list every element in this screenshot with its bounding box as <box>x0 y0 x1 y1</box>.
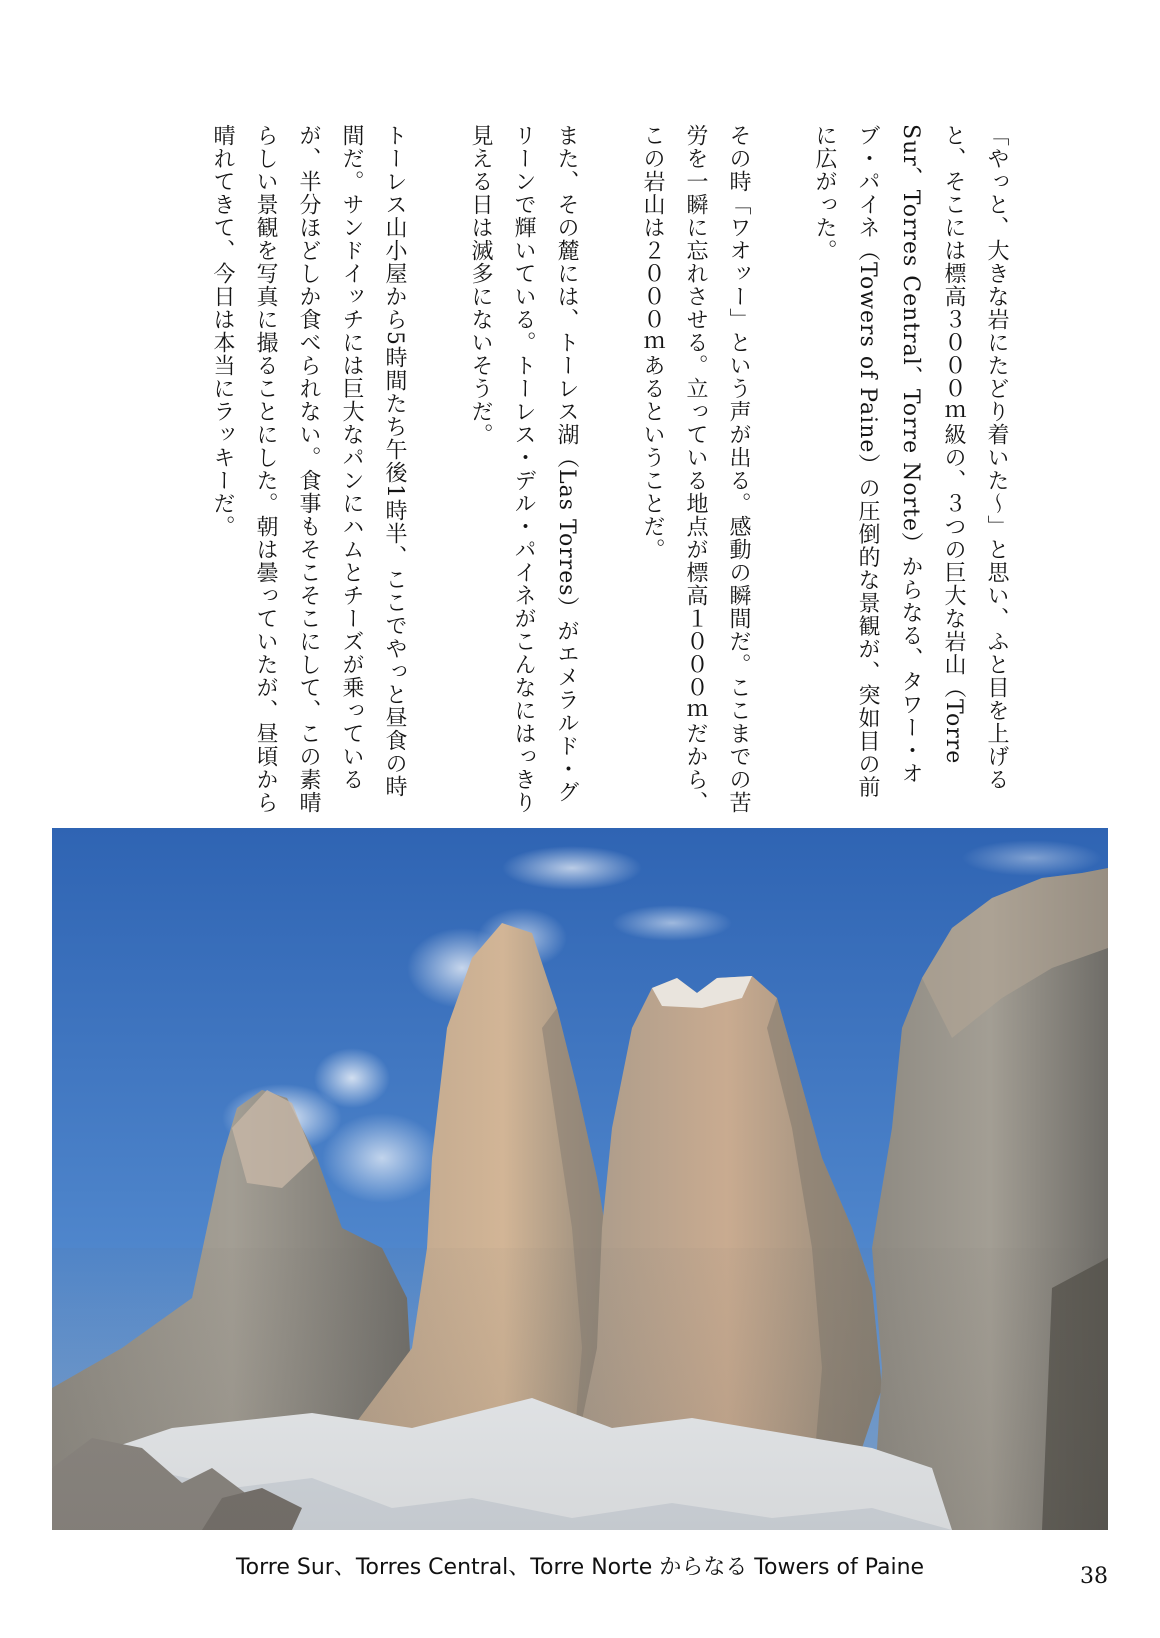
vertical-body-text <box>210 124 1018 814</box>
paragraph-2: その時「ワオッー」という声が出る。感動の瞬間だ。ここまでの苦労を一瞬に忘れさせる。立っている地点が標高１０００ｍだから、この岩山は２０００ｍあるということだ。 <box>640 124 751 814</box>
mountain-peaks-photo <box>52 828 1108 1530</box>
page-number: 38 <box>1080 1564 1108 1589</box>
paragraph-4: トーレス山小屋から5時間たち午後1時半、ここでやっと昼食の時間だ。サンドイッチには巨大なパンにハムとチーズが乗っているが、半分ほどしか食べられない。食事もそこそこにして、この素晴らしい景観を写真に撮ることにした。朝は曇っていたが、昼頃から晴れてきて、今日は本当にラッキーだ。 <box>210 124 407 814</box>
paragraph-3: また、その麓には、トーレス湖（Las Torres）がエメラルド・グリーンで輝いている。トーレス・デル・パイネがこんなにはっきり見える日は滅多にないそうだ。 <box>468 124 579 814</box>
photo-caption: Torre Sur、Torres Central、Torre Norte からなる Towers of Paine <box>235 1555 925 1580</box>
paragraph-1: 「やっと、大きな岩にたどり着いた～」と思い、ふと目を上げると、そこには標高３０００ｍ級の、３つの巨大な岩山（Torre Sur、Torres Central、Torre Norte）からなる、タワー・オブ・パイネ（Towers of Paine）の圧倒的な景観が、突如目の前に広がった。 <box>812 124 1009 799</box>
photo-illustration <box>52 828 1108 1530</box>
